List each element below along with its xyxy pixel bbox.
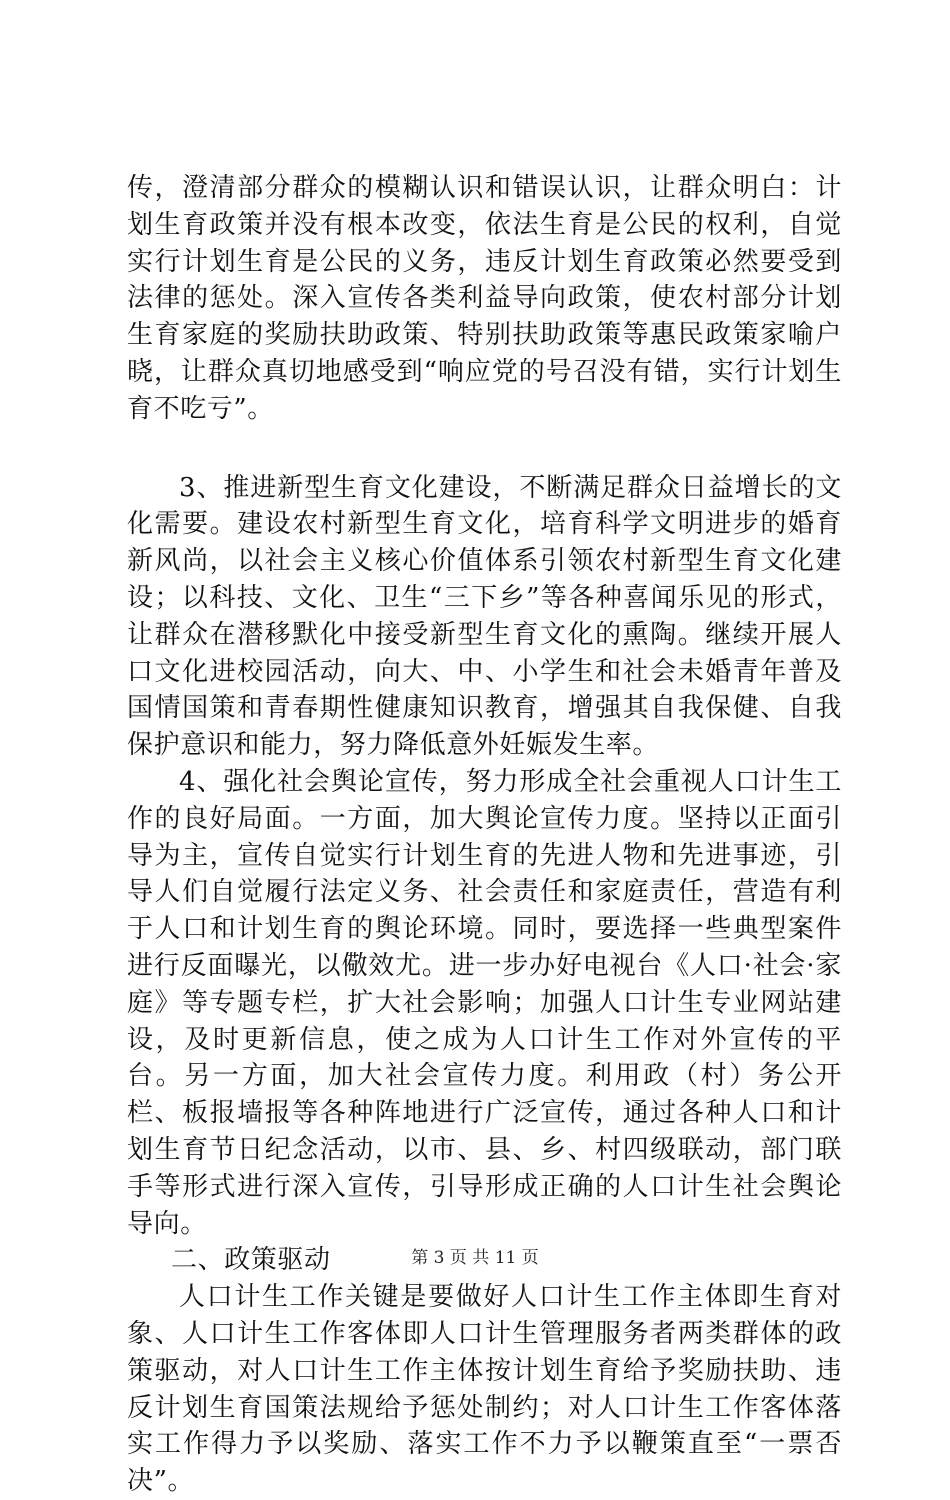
section-heading-policy-drive: 二、政策驱动	[171, 1245, 331, 1276]
paragraph-item-4: 4、强化社会舆论宣传，努力形成全社会重视人口计生工作的良好局面。一方面，加大舆论宣传力度。坚持以正面引导为主，宣传自觉实行计划生育的先进人物和先进事迹，引导人们自觉履行法定义务、社会责任和家庭责任，营造有利于人口和计划生育的舆论环境。同时，要选择一些典型案件进行反面曝光，以儆效尤。进一步办好电视台《人口·社会·家庭》等专题专栏，扩大社会影响；加强人口计生专业网站建设，及时更新信息，使之成为人口计生工作对外宣传的平台。另一方面，加大社会宣传力度。利用政（村）务公开栏、板报墙报等各种阵地进行广泛宣传，通过各种人口和计划生育节日纪念活动，以市、县、乡、村四级联动，部门联手等形式进行深入宣传，引导形成正确的人口计生社会舆论导向。	[127, 766, 842, 1239]
paragraph-policy-drive: 人口计生工作关键是要做好人口计生工作主体即生育对象、人口计生工作客体即人口计生管理服务者两类群体的政策驱动，对人口计生工作主体按计划生育给予奖励扶助、违反计划生育国策法规给予惩处制约；对人口计生工作客体落实工作得力予以奖励、落实工作不力予以鞭策直至“一票否决”。	[127, 1282, 842, 1497]
paragraph-propaganda-continued: 传，澄清部分群众的模糊认识和错误认识，让群众明白：计划生育政策并没有根本改变，依法生育是公民的权利，自觉实行计划生育是公民的义务，违反计划生育政策必然要受到法律的惩处。深入宣传各类利益导向政策，使农村部分计划生育家庭的奖励扶助政策、特别扶助政策等惠民政策家喻户晓，让群众真切地感受到“响应党的号召没有错，实行计划生育不吃亏”。	[127, 173, 842, 424]
page-footer: 第 3 页 共 11 页	[411, 1248, 539, 1268]
paragraph-item-3: 3、推进新型生育文化建设，不断满足群众日益增长的文化需要。建设农村新型生育文化，培育科学文明进步的婚育新风尚，以社会主义核心价值体系引领农村新型生育文化建设；以科技、文化、卫生“三下乡”等各种喜闻乐见的形式，让群众在潜移默化中接受新型生育文化的熏陶。继续开展人口文化进校园活动，向大、中、小学生和社会未婚青年普及国情国策和青春期性健康知识教育，增强其自我保健、自我保护意识和能力，努力降低意外妊娠发生率。	[127, 472, 842, 761]
document-body	[127, 170, 842, 1500]
